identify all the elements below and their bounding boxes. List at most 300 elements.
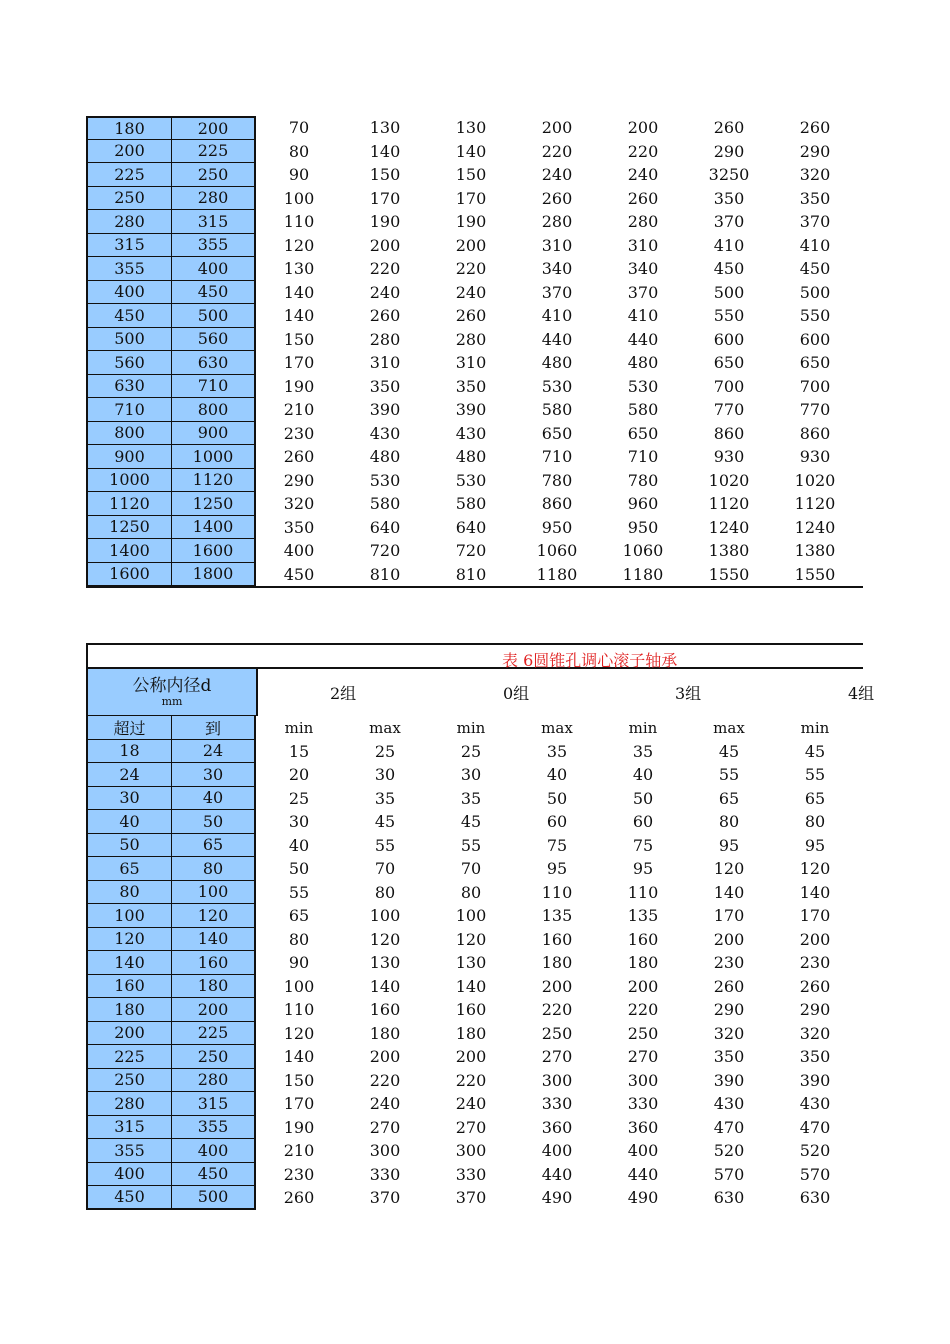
- clearance-value-cell: 140: [713, 882, 745, 902]
- range-to-cell: 315: [171, 1092, 256, 1116]
- clearance-value-cell: 240: [455, 282, 487, 302]
- group-0-label: 0组: [503, 684, 530, 703]
- clearance-value-cell: 190: [283, 1117, 315, 1137]
- clearance-value-cell: 220: [627, 141, 659, 161]
- clearance-value-cell: 75: [632, 835, 654, 855]
- clearance-value-cell: 130: [455, 953, 487, 973]
- table-row: [86, 881, 863, 905]
- clearance-value-cell: 310: [541, 235, 573, 255]
- clearance-value-cell: 580: [541, 400, 573, 420]
- clearance-value-cell: 1550: [708, 564, 750, 584]
- clearance-value-cell: 190: [369, 212, 401, 232]
- clearance-value-cell: 140: [369, 976, 401, 996]
- clearance-value-cell: 650: [627, 423, 659, 443]
- clearance-value-cell: 1240: [708, 517, 750, 537]
- clearance-value-cell: 140: [369, 141, 401, 161]
- clearance-value-cell: 45: [804, 741, 826, 761]
- clearance-value-cell: 230: [283, 423, 315, 443]
- clearance-value-cell: 310: [455, 353, 487, 373]
- clearance-value-cell: 490: [541, 1188, 573, 1208]
- clearance-value-cell: 930: [799, 447, 831, 467]
- clearance-value-cell: 330: [369, 1164, 401, 1184]
- clearance-value-cell: 35: [632, 741, 654, 761]
- range-to-cell: 450: [171, 1163, 256, 1187]
- clearance-value-cell: 650: [541, 423, 573, 443]
- group-3-label: 3组: [675, 684, 702, 703]
- clearance-value-cell: 270: [369, 1117, 401, 1137]
- clearance-value-cell: 570: [713, 1164, 745, 1184]
- clearance-value-cell: 340: [541, 259, 573, 279]
- clearance-value-cell: 450: [713, 259, 745, 279]
- clearance-value-cell: 370: [627, 282, 659, 302]
- clearance-value-cell: 55: [718, 765, 740, 785]
- clearance-value-cell: 410: [627, 306, 659, 326]
- range-from-cell: 630: [86, 375, 171, 399]
- clearance-value-cell: 200: [541, 118, 573, 138]
- clearance-value-cell: 20: [288, 765, 310, 785]
- clearance-value-cell: 280: [627, 212, 659, 232]
- table-row: [86, 740, 863, 764]
- clearance-value-cell: 330: [627, 1094, 659, 1114]
- table-row: [86, 810, 863, 834]
- table-row: [86, 516, 863, 540]
- clearance-value-cell: 210: [283, 400, 315, 420]
- clearance-value-cell: 340: [627, 259, 659, 279]
- range-from-cell: 1400: [86, 539, 171, 563]
- clearance-value-cell: 400: [541, 1141, 573, 1161]
- clearance-value-cell: 390: [369, 400, 401, 420]
- clearance-value-cell: 780: [627, 470, 659, 490]
- clearance-value-cell: 950: [627, 517, 659, 537]
- clearance-value-cell: 440: [627, 329, 659, 349]
- group-4-label: 4组: [848, 684, 875, 703]
- clearance-value-cell: 50: [546, 788, 568, 808]
- clearance-value-cell: 270: [455, 1117, 487, 1137]
- table-title-row: [86, 643, 863, 669]
- clearance-value-cell: 370: [541, 282, 573, 302]
- clearance-value-cell: 80: [288, 929, 310, 949]
- table-row: [86, 998, 863, 1022]
- clearance-value-cell: 280: [455, 329, 487, 349]
- clearance-value-cell: 720: [369, 541, 401, 561]
- table-row: [86, 328, 863, 352]
- range-to-cell: 500: [171, 1186, 256, 1210]
- clearance-value-cell: 120: [713, 859, 745, 879]
- clearance-value-cell: 520: [799, 1141, 831, 1161]
- clearance-value-cell: 350: [369, 376, 401, 396]
- range-to-cell: 315: [171, 210, 256, 234]
- clearance-value-cell: 110: [283, 1000, 315, 1020]
- clearance-value-cell: 440: [627, 1164, 659, 1184]
- range-from-cell: 50: [86, 834, 171, 858]
- subheader-cell: min: [284, 718, 314, 737]
- table-row: [86, 539, 863, 563]
- clearance-value-cell: 50: [632, 788, 654, 808]
- range-from-cell: 710: [86, 398, 171, 422]
- range-from-cell: 40: [86, 810, 171, 834]
- clearance-value-cell: 260: [713, 118, 745, 138]
- range-to-cell: 1400: [171, 516, 256, 540]
- range-from-cell: 900: [86, 445, 171, 469]
- range-from-cell: 450: [86, 304, 171, 328]
- clearance-value-cell: 390: [455, 400, 487, 420]
- range-from-cell: 225: [86, 1045, 171, 1069]
- range-from-cell: 280: [86, 1092, 171, 1116]
- clearance-value-cell: 370: [713, 212, 745, 232]
- clearance-value-cell: 320: [713, 1023, 745, 1043]
- clearance-value-cell: 310: [369, 353, 401, 373]
- clearance-value-cell: 260: [455, 306, 487, 326]
- clearance-value-cell: 1020: [708, 470, 750, 490]
- clearance-value-cell: 95: [632, 859, 654, 879]
- clearance-value-cell: 630: [799, 1188, 831, 1208]
- clearance-value-cell: 170: [713, 906, 745, 926]
- range-to-cell: 225: [171, 1022, 256, 1046]
- table-row: [86, 928, 863, 952]
- clearance-value-cell: 240: [627, 165, 659, 185]
- clearance-value-cell: 110: [283, 212, 315, 232]
- clearance-value-cell: 170: [283, 353, 315, 373]
- clearance-value-cell: 90: [288, 953, 310, 973]
- clearance-value-cell: 180: [541, 953, 573, 973]
- range-from-cell: 200: [86, 1022, 171, 1046]
- clearance-value-cell: 350: [713, 188, 745, 208]
- range-from-cell: 500: [86, 328, 171, 352]
- clearance-value-cell: 170: [799, 906, 831, 926]
- clearance-value-cell: 70: [288, 118, 310, 138]
- range-from-cell: 315: [86, 1116, 171, 1140]
- range-to-cell: 900: [171, 422, 256, 446]
- clearance-value-cell: 110: [627, 882, 659, 902]
- range-from-cell: 400: [86, 1163, 171, 1187]
- clearance-value-cell: 120: [799, 859, 831, 879]
- clearance-value-cell: 3250: [708, 165, 750, 185]
- table-row: [86, 375, 863, 399]
- subheader-cell: min: [456, 718, 486, 737]
- range-from-cell: 30: [86, 787, 171, 811]
- col-from-header: 超过: [86, 716, 171, 740]
- clearance-value-cell: 580: [627, 400, 659, 420]
- clearance-value-cell: 280: [541, 212, 573, 232]
- clearance-value-cell: 80: [460, 882, 482, 902]
- clearance-value-cell: 430: [369, 423, 401, 443]
- clearance-value-cell: 1120: [794, 494, 836, 514]
- clearance-value-cell: 140: [799, 882, 831, 902]
- clearance-value-cell: 310: [627, 235, 659, 255]
- range-to-cell: 280: [171, 1069, 256, 1093]
- subheader-cell: max: [713, 718, 745, 737]
- clearance-value-cell: 780: [541, 470, 573, 490]
- clearance-value-cell: 220: [541, 141, 573, 161]
- clearance-value-cell: 530: [627, 376, 659, 396]
- clearance-value-cell: 95: [546, 859, 568, 879]
- clearance-value-cell: 260: [799, 976, 831, 996]
- range-from-cell: 100: [86, 904, 171, 928]
- clearance-value-cell: 220: [541, 1000, 573, 1020]
- clearance-value-cell: 480: [627, 353, 659, 373]
- range-to-cell: 500: [171, 304, 256, 328]
- clearance-value-cell: 130: [369, 953, 401, 973]
- clearance-value-cell: 25: [460, 741, 482, 761]
- range-from-cell: 180: [86, 998, 171, 1022]
- clearance-value-cell: 70: [460, 859, 482, 879]
- clearance-value-cell: 300: [627, 1070, 659, 1090]
- clearance-value-cell: 770: [799, 400, 831, 420]
- clearance-value-cell: 60: [632, 812, 654, 832]
- clearance-value-cell: 200: [455, 235, 487, 255]
- clearance-value-cell: 450: [799, 259, 831, 279]
- table-row: [86, 469, 863, 493]
- clearance-value-cell: 770: [713, 400, 745, 420]
- range-to-cell: 250: [171, 1045, 256, 1069]
- range-to-cell: 40: [171, 787, 256, 811]
- clearance-value-cell: 410: [799, 235, 831, 255]
- clearance-value-cell: 60: [546, 812, 568, 832]
- clearance-value-cell: 120: [369, 929, 401, 949]
- clearance-value-cell: 480: [369, 447, 401, 467]
- range-to-cell: 250: [171, 163, 256, 187]
- table-row: [86, 445, 863, 469]
- clearance-value-cell: 45: [374, 812, 396, 832]
- clearance-value-cell: 1180: [622, 564, 664, 584]
- clearance-value-cell: 55: [460, 835, 482, 855]
- table-row: [86, 1022, 863, 1046]
- col-to-header: 到: [171, 716, 256, 740]
- clearance-value-cell: 95: [804, 835, 826, 855]
- clearance-value-cell: 220: [369, 259, 401, 279]
- clearance-value-cell: 35: [460, 788, 482, 808]
- clearance-value-cell: 860: [541, 494, 573, 514]
- clearance-value-cell: 65: [718, 788, 740, 808]
- clearance-value-cell: 100: [283, 188, 315, 208]
- table-row: [86, 1116, 863, 1140]
- clearance-value-cell: 290: [283, 470, 315, 490]
- clearance-value-cell: 1240: [794, 517, 836, 537]
- range-to-cell: 50: [171, 810, 256, 834]
- clearance-value-cell: 320: [799, 165, 831, 185]
- clearance-value-cell: 140: [455, 976, 487, 996]
- clearance-value-cell: 120: [455, 929, 487, 949]
- clearance-value-cell: 40: [632, 765, 654, 785]
- clearance-value-cell: 65: [288, 906, 310, 926]
- clearance-value-cell: 25: [288, 788, 310, 808]
- clearance-value-cell: 570: [799, 1164, 831, 1184]
- table-row: [86, 1163, 863, 1187]
- clearance-value-cell: 30: [288, 812, 310, 832]
- clearance-value-cell: 40: [288, 835, 310, 855]
- clearance-value-cell: 630: [713, 1188, 745, 1208]
- clearance-value-cell: 580: [455, 494, 487, 514]
- clearance-value-cell: 150: [283, 1070, 315, 1090]
- clearance-value-cell: 440: [541, 329, 573, 349]
- range-to-cell: 225: [171, 140, 256, 164]
- range-to-cell: 180: [171, 975, 256, 999]
- clearance-value-cell: 55: [804, 765, 826, 785]
- clearance-value-cell: 410: [713, 235, 745, 255]
- clearance-value-cell: 15: [288, 741, 310, 761]
- range-from-cell: 355: [86, 257, 171, 281]
- clearance-value-cell: 140: [283, 282, 315, 302]
- clearance-value-cell: 300: [369, 1141, 401, 1161]
- range-from-cell: 140: [86, 951, 171, 975]
- clearance-value-cell: 135: [541, 906, 573, 926]
- clearance-value-cell: 250: [541, 1023, 573, 1043]
- clearance-value-cell: 70: [374, 859, 396, 879]
- clearance-value-cell: 160: [541, 929, 573, 949]
- clearance-value-cell: 600: [713, 329, 745, 349]
- range-to-cell: 355: [171, 1116, 256, 1140]
- clearance-value-cell: 860: [713, 423, 745, 443]
- clearance-value-cell: 200: [799, 929, 831, 949]
- clearance-value-cell: 430: [713, 1094, 745, 1114]
- clearance-value-cell: 430: [799, 1094, 831, 1114]
- clearance-value-cell: 350: [455, 376, 487, 396]
- clearance-value-cell: 130: [455, 118, 487, 138]
- clearance-table-top: [86, 116, 863, 586]
- range-from-cell: 450: [86, 1186, 171, 1210]
- clearance-value-cell: 180: [455, 1023, 487, 1043]
- clearance-value-cell: 550: [713, 306, 745, 326]
- clearance-value-cell: 320: [283, 494, 315, 514]
- clearance-value-cell: 150: [369, 165, 401, 185]
- clearance-value-cell: 640: [455, 517, 487, 537]
- table-row: [86, 951, 863, 975]
- clearance-value-cell: 930: [713, 447, 745, 467]
- table-row: [86, 116, 863, 140]
- range-to-cell: 710: [171, 375, 256, 399]
- range-from-cell: 315: [86, 234, 171, 258]
- table-title: 表 6圆锥孔调心滚子轴承: [502, 651, 678, 670]
- range-to-cell: 200: [171, 998, 256, 1022]
- clearance-value-cell: 80: [288, 141, 310, 161]
- clearance-value-cell: 430: [455, 423, 487, 443]
- clearance-value-cell: 320: [799, 1023, 831, 1043]
- clearance-value-cell: 200: [627, 118, 659, 138]
- clearance-value-cell: 260: [283, 447, 315, 467]
- clearance-value-cell: 150: [455, 165, 487, 185]
- clearance-value-cell: 490: [627, 1188, 659, 1208]
- clearance-value-cell: 55: [288, 882, 310, 902]
- range-to-cell: 280: [171, 187, 256, 211]
- range-to-cell: 450: [171, 281, 256, 305]
- table-row: [86, 563, 863, 587]
- clearance-value-cell: 1180: [536, 564, 578, 584]
- table-row: [86, 210, 863, 234]
- range-to-cell: 800: [171, 398, 256, 422]
- clearance-value-cell: 260: [627, 188, 659, 208]
- clearance-value-cell: 30: [460, 765, 482, 785]
- clearance-value-cell: 530: [369, 470, 401, 490]
- clearance-value-cell: 120: [283, 235, 315, 255]
- clearance-value-cell: 290: [799, 141, 831, 161]
- clearance-value-cell: 520: [713, 1141, 745, 1161]
- clearance-value-cell: 50: [288, 859, 310, 879]
- clearance-value-cell: 35: [546, 741, 568, 761]
- clearance-value-cell: 710: [541, 447, 573, 467]
- range-to-cell: 1250: [171, 492, 256, 516]
- clearance-value-cell: 410: [541, 306, 573, 326]
- clearance-value-cell: 65: [804, 788, 826, 808]
- range-from-cell: 250: [86, 187, 171, 211]
- range-to-cell: 1600: [171, 539, 256, 563]
- clearance-value-cell: 220: [455, 259, 487, 279]
- clearance-value-cell: 80: [374, 882, 396, 902]
- clearance-value-cell: 710: [627, 447, 659, 467]
- clearance-value-cell: 45: [460, 812, 482, 832]
- table-row: [86, 492, 863, 516]
- table-body: [86, 740, 863, 1210]
- clearance-value-cell: 80: [718, 812, 740, 832]
- clearance-value-cell: 200: [369, 235, 401, 255]
- range-to-cell: 400: [171, 257, 256, 281]
- clearance-value-cell: 160: [627, 929, 659, 949]
- clearance-value-cell: 530: [455, 470, 487, 490]
- clearance-value-cell: 1060: [622, 541, 664, 561]
- table-row: [86, 140, 863, 164]
- clearance-value-cell: 250: [627, 1023, 659, 1043]
- range-to-cell: 400: [171, 1139, 256, 1163]
- clearance-value-cell: 200: [455, 1047, 487, 1067]
- clearance-value-cell: 140: [283, 1047, 315, 1067]
- clearance-value-cell: 550: [799, 306, 831, 326]
- clearance-value-cell: 160: [455, 1000, 487, 1020]
- clearance-value-cell: 470: [713, 1117, 745, 1137]
- clearance-value-cell: 95: [718, 835, 740, 855]
- group-header-row: [86, 669, 875, 716]
- nominal-bore-unit: mm: [161, 695, 183, 708]
- table-row: [86, 763, 863, 787]
- clearance-value-cell: 480: [541, 353, 573, 373]
- clearance-value-cell: 470: [799, 1117, 831, 1137]
- clearance-value-cell: 330: [541, 1094, 573, 1114]
- clearance-value-cell: 35: [374, 788, 396, 808]
- clearance-value-cell: 100: [283, 976, 315, 996]
- clearance-value-cell: 150: [283, 329, 315, 349]
- range-from-cell: 1600: [86, 563, 171, 587]
- clearance-value-cell: 360: [627, 1117, 659, 1137]
- clearance-value-cell: 140: [455, 141, 487, 161]
- clearance-value-cell: 370: [455, 1188, 487, 1208]
- clearance-value-cell: 1380: [794, 541, 836, 561]
- clearance-value-cell: 220: [369, 1070, 401, 1090]
- table-row: [86, 904, 863, 928]
- clearance-value-cell: 190: [455, 212, 487, 232]
- clearance-value-cell: 290: [713, 1000, 745, 1020]
- clearance-value-cell: 260: [369, 306, 401, 326]
- clearance-value-cell: 370: [369, 1188, 401, 1208]
- clearance-value-cell: 290: [713, 141, 745, 161]
- range-to-cell: 80: [171, 857, 256, 881]
- table-row: [86, 1069, 863, 1093]
- range-from-cell: 400: [86, 281, 171, 305]
- range-from-cell: 24: [86, 763, 171, 787]
- clearance-value-cell: 140: [283, 306, 315, 326]
- clearance-value-cell: 300: [541, 1070, 573, 1090]
- clearance-value-cell: 230: [283, 1164, 315, 1184]
- clearance-value-cell: 960: [627, 494, 659, 514]
- clearance-value-cell: 170: [283, 1094, 315, 1114]
- clearance-value-cell: 700: [799, 376, 831, 396]
- clearance-value-cell: 1380: [708, 541, 750, 561]
- clearance-value-cell: 1120: [708, 494, 750, 514]
- clearance-value-cell: 240: [541, 165, 573, 185]
- range-from-cell: 800: [86, 422, 171, 446]
- clearance-value-cell: 330: [455, 1164, 487, 1184]
- clearance-value-cell: 75: [546, 835, 568, 855]
- clearance-value-cell: 130: [369, 118, 401, 138]
- group-2-label: 2组: [330, 684, 357, 703]
- clearance-value-cell: 260: [799, 118, 831, 138]
